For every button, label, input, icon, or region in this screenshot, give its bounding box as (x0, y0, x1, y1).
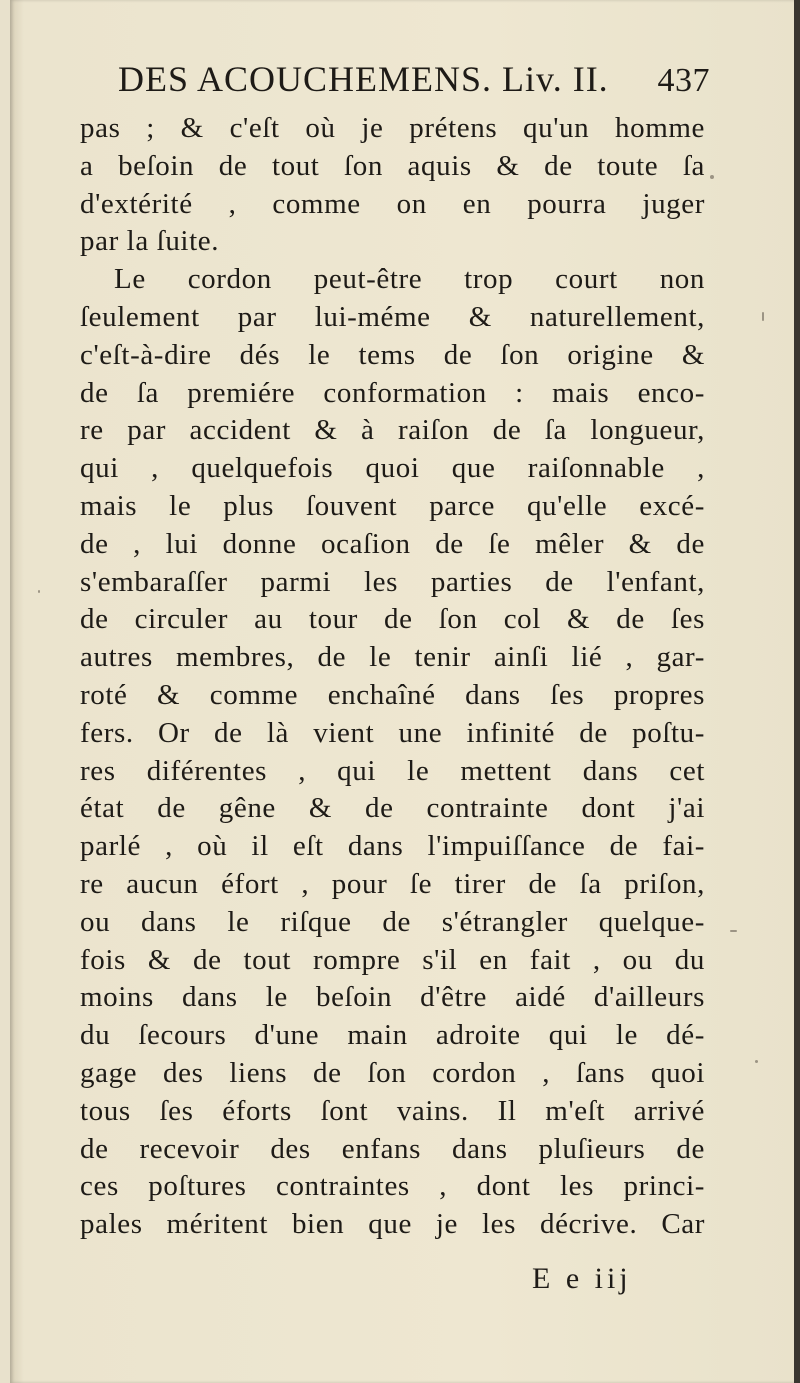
page-number: 437 (657, 62, 710, 99)
paper-speck (730, 930, 737, 932)
text-line: d'extérité , comme on en pourra juger (80, 187, 705, 220)
text-line: de recevoir des enfans dans pluſieurs de (80, 1132, 705, 1165)
running-head: DES ACOUCHEMENS. Liv. II. (118, 59, 609, 99)
text-line: fers. Or de là vient une infinité de poſtu- (80, 716, 705, 749)
text-line: mais le plus ſouvent parce qu'elle excé- (80, 489, 705, 522)
page-text (80, 58, 720, 1244)
text-line: de circuler au tour de ſon col & de ſes (80, 603, 705, 636)
page-header (80, 58, 710, 110)
text-line: ces poſtures contraintes , dont les princi- (80, 1170, 705, 1203)
text-line: de , lui donne ocaſion de ſe mêler & de (80, 527, 705, 560)
text-line: gage des liens de ſon cordon , ſans quoi (80, 1056, 705, 1089)
text-line: ou dans le riſque de s'étrangler quelque- (80, 905, 705, 938)
text-line: res diférentes , qui le mettent dans cet (80, 754, 705, 787)
page-edge-shadow (794, 0, 800, 1383)
text-line: état de gêne & de contrainte dont j'ai (80, 792, 705, 825)
text-line: pales méritent bien que je les décrive. Car (80, 1208, 705, 1241)
text-line: s'embaraſſer parmi les parties de l'enfant, (80, 565, 705, 598)
text-line: tous ſes éforts ſont vains. Il m'eſt arrivé (80, 1094, 705, 1127)
text-line: par la ſuite. (80, 225, 220, 258)
text-line: re aucun éfort , pour ſe tirer de ſa priſon, (80, 867, 705, 900)
text-line: a beſoin de tout ſon aquis & de toute ſa (80, 149, 705, 182)
paragraph-first-line: Le cordon peut-être trop court non (114, 263, 705, 296)
text-line: fois & de tout rompre s'il en fait , ou du (80, 943, 705, 976)
text-line: qui , quelquefois quoi que raiſonnable , (80, 452, 705, 485)
text-line: parlé , où il eſt dans l'impuiſſance de fai- (80, 830, 705, 863)
text-line: autres membres, de le tenir ainſi lié , gar- (80, 641, 705, 674)
paper-speck (755, 1060, 758, 1063)
paper-speck (38, 590, 40, 593)
text-line: pas ; & c'eſt où je prétens qu'un homme (80, 112, 705, 144)
paper-speck (710, 175, 714, 179)
paper-speck (762, 312, 764, 321)
text-line: c'eſt-à-dire dés le tems de ſon origine & (80, 338, 705, 371)
signature-mark: E e iij (532, 1262, 632, 1295)
text-line: roté & comme enchaîné dans ſes propres (80, 678, 705, 711)
book-page (10, 0, 800, 1383)
text-line: ſeulement par lui-méme & naturellement, (80, 300, 705, 333)
text-line: de ſa premiére conformation : mais enco- (80, 376, 705, 409)
text-line: du ſecours d'une main adroite qui le dé- (80, 1019, 705, 1052)
text-line: moins dans le beſoin d'être aidé d'ailleurs (80, 981, 705, 1014)
text-line: re par accident & à raiſon de ſa longueur, (80, 414, 705, 447)
